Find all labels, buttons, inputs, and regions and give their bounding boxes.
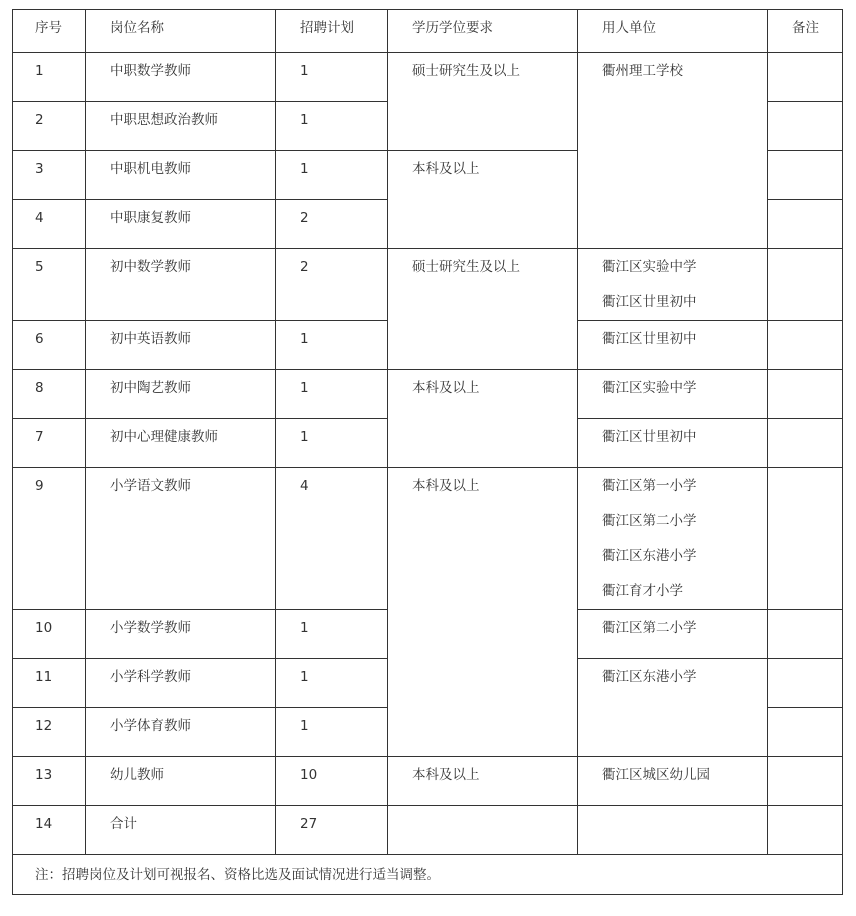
employer-line: 衢江区东港小学 bbox=[602, 548, 697, 564]
row-number: 1 bbox=[13, 53, 86, 102]
education-requirement: 本科及以上 bbox=[388, 468, 578, 757]
employer-unit: 衢江区东港小学 bbox=[578, 659, 768, 757]
employer-line: 衢江区廿里初中 bbox=[602, 294, 697, 310]
row-number: 11 bbox=[13, 659, 86, 708]
plan-count: 1 bbox=[276, 321, 388, 370]
row-number: 12 bbox=[13, 708, 86, 757]
row-number: 7 bbox=[13, 419, 86, 468]
table-header-row bbox=[13, 10, 843, 53]
recruitment-table-container bbox=[12, 9, 843, 895]
plan-count: 1 bbox=[276, 53, 388, 102]
row-number: 9 bbox=[13, 468, 86, 610]
table-row bbox=[13, 468, 843, 610]
post-name: 中职思想政治教师 bbox=[86, 102, 276, 151]
remark-cell bbox=[768, 610, 843, 659]
plan-count: 4 bbox=[276, 468, 388, 610]
header-cell: 学历学位要求 bbox=[388, 10, 578, 53]
remark-cell bbox=[768, 708, 843, 757]
total-row bbox=[13, 806, 843, 855]
note-row bbox=[13, 855, 843, 895]
post-name: 中职机电教师 bbox=[86, 151, 276, 200]
post-name: 初中心理健康教师 bbox=[86, 419, 276, 468]
header-cell: 序号 bbox=[13, 10, 86, 53]
table-row bbox=[13, 370, 843, 419]
post-name: 初中陶艺教师 bbox=[86, 370, 276, 419]
plan-count: 1 bbox=[276, 102, 388, 151]
remark-cell bbox=[768, 151, 843, 200]
note-text: 注：招聘岗位及计划可视报名、资格比选及面试情况进行适当调整。 bbox=[35, 867, 440, 883]
employer-unit: 衢江区第二小学 bbox=[578, 610, 768, 659]
plan-count: 10 bbox=[276, 757, 388, 806]
note-cell bbox=[13, 855, 843, 895]
plan-count: 2 bbox=[276, 249, 388, 321]
post-name: 初中数学教师 bbox=[86, 249, 276, 321]
education-requirement bbox=[388, 806, 578, 855]
plan-count: 1 bbox=[276, 708, 388, 757]
education-requirement: 本科及以上 bbox=[388, 370, 578, 468]
table-row bbox=[13, 53, 843, 102]
employer-unit bbox=[578, 468, 768, 610]
plan-count: 2 bbox=[276, 200, 388, 249]
remark-cell bbox=[768, 419, 843, 468]
remark-cell bbox=[768, 659, 843, 708]
employer-unit bbox=[578, 806, 768, 855]
post-name: 初中英语教师 bbox=[86, 321, 276, 370]
table-row bbox=[13, 757, 843, 806]
header-cell: 用人单位 bbox=[578, 10, 768, 53]
employer-unit: 衢江区廿里初中 bbox=[578, 419, 768, 468]
post-name: 中职康复教师 bbox=[86, 200, 276, 249]
post-name: 小学语文教师 bbox=[86, 468, 276, 610]
remark-cell bbox=[768, 757, 843, 806]
row-number: 2 bbox=[13, 102, 86, 151]
row-number: 14 bbox=[13, 806, 86, 855]
remark-cell bbox=[768, 806, 843, 855]
recruitment-table bbox=[12, 9, 843, 895]
post-name: 合计 bbox=[86, 806, 276, 855]
post-name: 中职数学教师 bbox=[86, 53, 276, 102]
employer-line: 衢江育才小学 bbox=[602, 583, 683, 599]
remark-cell bbox=[768, 102, 843, 151]
employer-line: 衢江区第二小学 bbox=[602, 513, 697, 529]
row-number: 6 bbox=[13, 321, 86, 370]
employer-unit: 衢州理工学校 bbox=[578, 53, 768, 249]
employer-unit bbox=[578, 249, 768, 321]
post-name: 小学体育教师 bbox=[86, 708, 276, 757]
row-number: 13 bbox=[13, 757, 86, 806]
education-requirement: 硕士研究生及以上 bbox=[388, 53, 578, 151]
plan-count: 27 bbox=[276, 806, 388, 855]
post-name: 小学数学教师 bbox=[86, 610, 276, 659]
header-cell: 备注 bbox=[768, 10, 843, 53]
remark-cell bbox=[768, 321, 843, 370]
remark-cell bbox=[768, 53, 843, 102]
header-cell: 岗位名称 bbox=[86, 10, 276, 53]
employer-unit: 衢江区实验中学 bbox=[578, 370, 768, 419]
plan-count: 1 bbox=[276, 370, 388, 419]
employer-unit: 衢江区廿里初中 bbox=[578, 321, 768, 370]
remark-cell bbox=[768, 249, 843, 321]
row-number: 10 bbox=[13, 610, 86, 659]
post-name: 幼儿教师 bbox=[86, 757, 276, 806]
plan-count: 1 bbox=[276, 419, 388, 468]
remark-cell bbox=[768, 200, 843, 249]
remark-cell bbox=[768, 370, 843, 419]
employer-line: 衢江区第一小学 bbox=[602, 478, 697, 494]
header-cell: 招聘计划 bbox=[276, 10, 388, 53]
row-number: 5 bbox=[13, 249, 86, 321]
plan-count: 1 bbox=[276, 151, 388, 200]
education-requirement: 本科及以上 bbox=[388, 757, 578, 806]
education-requirement: 本科及以上 bbox=[388, 151, 578, 249]
employer-unit: 衢江区城区幼儿园 bbox=[578, 757, 768, 806]
remark-cell bbox=[768, 468, 843, 610]
employer-line: 衢江区实验中学 bbox=[602, 259, 697, 275]
education-requirement: 硕士研究生及以上 bbox=[388, 249, 578, 370]
plan-count: 1 bbox=[276, 659, 388, 708]
plan-count: 1 bbox=[276, 610, 388, 659]
row-number: 4 bbox=[13, 200, 86, 249]
row-number: 8 bbox=[13, 370, 86, 419]
row-number: 3 bbox=[13, 151, 86, 200]
post-name: 小学科学教师 bbox=[86, 659, 276, 708]
table-row bbox=[13, 249, 843, 321]
